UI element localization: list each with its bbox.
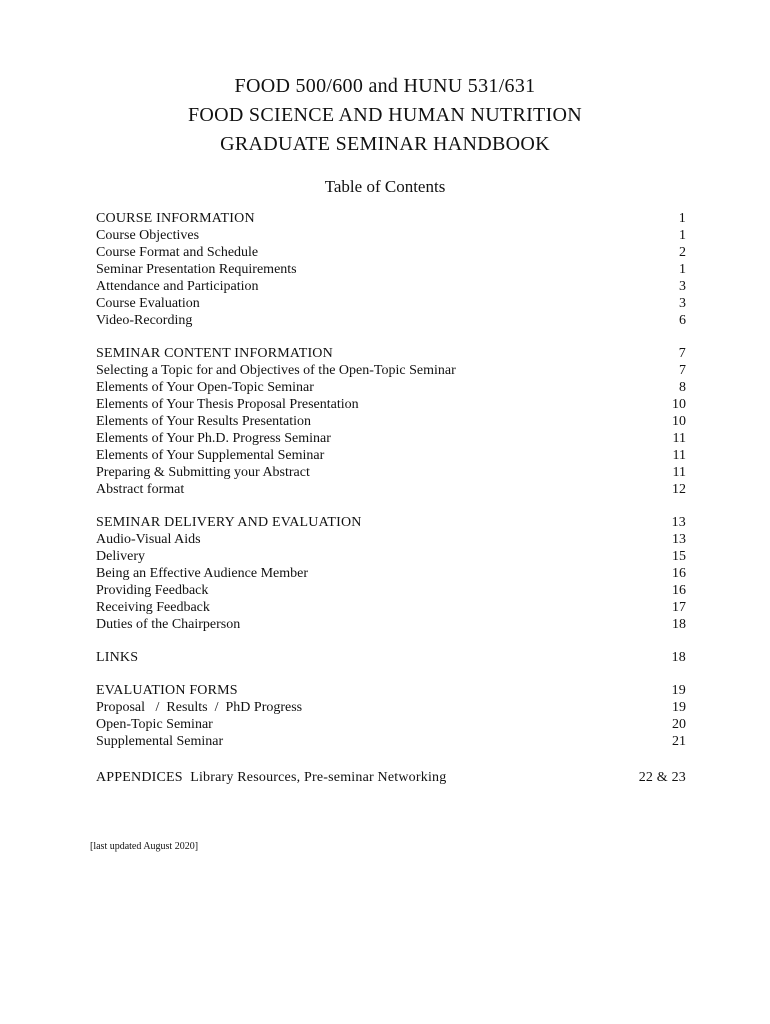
toc-entry-page: 10 (672, 397, 686, 412)
section-spacer (96, 750, 686, 769)
toc-entry (96, 582, 686, 599)
title-line-department: FOOD SCIENCE AND HUMAN NUTRITION (187, 104, 583, 126)
toc-section-appendices (96, 769, 686, 786)
toc-entry-page: 1 (679, 228, 686, 243)
toc-entry (96, 464, 686, 481)
toc-entry (96, 295, 686, 312)
toc-entry-page: 10 (672, 414, 686, 429)
toc-entry-page: 18 (672, 617, 686, 632)
toc-entry-page: 16 (672, 566, 686, 581)
toc-entry-page: 13 (672, 532, 686, 547)
section-spacer (96, 498, 686, 514)
toc-entry-label: Course Objectives (96, 228, 200, 243)
toc-entry (96, 733, 686, 750)
toc-entry-page: 12 (672, 482, 686, 497)
section-spacer (96, 666, 686, 682)
toc-entry-label: Elements of Your Open-Topic Seminar (96, 380, 314, 395)
toc-entry-page: 3 (679, 296, 686, 311)
toc-entry-label: SEMINAR CONTENT INFORMATION (96, 346, 333, 361)
toc-entry (96, 278, 686, 295)
toc-section-links (96, 649, 686, 666)
toc-entry (96, 261, 686, 278)
toc-entry (96, 548, 686, 565)
toc-entry-label: EVALUATION FORMS (96, 683, 238, 698)
toc-entry (96, 430, 686, 447)
toc-entry-label: Course Format and Schedule (96, 245, 259, 260)
section-spacer (96, 633, 686, 649)
toc-entry-label: Delivery (96, 549, 145, 564)
toc-entry-page: 6 (679, 313, 686, 328)
toc-entry (96, 699, 686, 716)
toc-section-seminar-content (96, 345, 686, 362)
toc-entry-label: Elements of Your Thesis Proposal Presentation (96, 397, 359, 412)
toc-entry-page: 1 (679, 262, 686, 277)
toc-entry-label: Elements of Your Results Presentation (96, 414, 312, 429)
toc-entry-page: 13 (671, 515, 686, 530)
handbook-title (0, 72, 770, 159)
toc-entry-label: SEMINAR DELIVERY AND EVALUATION (96, 515, 362, 530)
table-of-contents (96, 210, 686, 786)
toc-entry-label: Seminar Presentation Requirements (96, 262, 297, 277)
toc-entry-label: Supplemental Seminar (96, 734, 224, 749)
toc-entry-label: Proposal / Results / PhD Progress (96, 700, 303, 715)
toc-entry-page: 2 (679, 245, 686, 260)
toc-entry (96, 413, 686, 430)
toc-entry (96, 565, 686, 582)
last-updated-note: [last updated August 2020] (90, 841, 199, 852)
toc-entry-label: Providing Feedback (96, 583, 209, 598)
toc-entry-page: 7 (678, 346, 686, 361)
toc-entry-page: 21 (672, 734, 686, 749)
toc-entry-label: Duties of the Chairperson (96, 617, 241, 632)
toc-entry-page: 18 (671, 650, 686, 665)
toc-entry (96, 616, 686, 633)
toc-entry-label: Being an Effective Audience Member (96, 566, 308, 581)
toc-entry-label: Video-Recording (96, 313, 193, 328)
toc-heading: Table of Contents (324, 177, 446, 196)
toc-entry (96, 362, 686, 379)
toc-entry-page: 3 (679, 279, 686, 294)
toc-entry (96, 599, 686, 616)
toc-entry-label: Audio-Visual Aids (96, 532, 201, 547)
toc-entry-label: COURSE INFORMATION (96, 211, 255, 226)
toc-entry-label: Abstract format (96, 482, 185, 497)
toc-entry-page: 11 (672, 448, 686, 463)
toc-entry (96, 396, 686, 413)
toc-entry (96, 481, 686, 498)
toc-entry-page: 15 (672, 549, 686, 564)
toc-entry-label: Course Evaluation (96, 296, 200, 311)
toc-entry-label: Preparing & Submitting your Abstract (96, 465, 310, 480)
toc-entry-label: Elements of Your Supplemental Seminar (96, 448, 325, 463)
toc-entry-label: Elements of Your Ph.D. Progress Seminar (96, 431, 331, 446)
toc-entry (96, 447, 686, 464)
toc-section-evaluation-forms (96, 682, 686, 699)
toc-entry-page: 11 (672, 465, 686, 480)
toc-entry-page: 1 (678, 211, 686, 226)
toc-entry-page: 7 (679, 363, 686, 378)
toc-entry-page: 17 (672, 600, 686, 615)
toc-entry-page: 11 (672, 431, 686, 446)
title-line-handbook: GRADUATE SEMINAR HANDBOOK (220, 133, 550, 155)
toc-entry-label: Selecting a Topic for and Objectives of the Open-Topic Seminar (96, 363, 456, 378)
toc-entry-label: LINKS (96, 650, 139, 665)
toc-entry (96, 716, 686, 733)
toc-entry (96, 244, 686, 261)
toc-entry-page: 22 & 23 (638, 770, 686, 785)
toc-entry-page: 19 (672, 700, 686, 715)
toc-section-course-information (96, 210, 686, 227)
toc-entry (96, 379, 686, 396)
section-spacer (96, 329, 686, 345)
toc-entry-page: 8 (679, 380, 686, 395)
toc-entry-label: APPENDICES Library Resources, Pre-seminar Networking (96, 770, 447, 785)
toc-entry-page: 16 (672, 583, 686, 598)
title-line-course-codes: FOOD 500/600 and HUNU 531/631 (234, 75, 536, 97)
toc-entry-label: Receiving Feedback (96, 600, 210, 615)
toc-entry-label: Attendance and Participation (96, 279, 259, 294)
toc-entry (96, 227, 686, 244)
toc-entry-page: 19 (671, 683, 686, 698)
toc-entry (96, 312, 686, 329)
toc-section-delivery-evaluation (96, 514, 686, 531)
toc-entry (96, 531, 686, 548)
toc-entry-label: Open-Topic Seminar (96, 717, 213, 732)
toc-entry-page: 20 (672, 717, 686, 732)
